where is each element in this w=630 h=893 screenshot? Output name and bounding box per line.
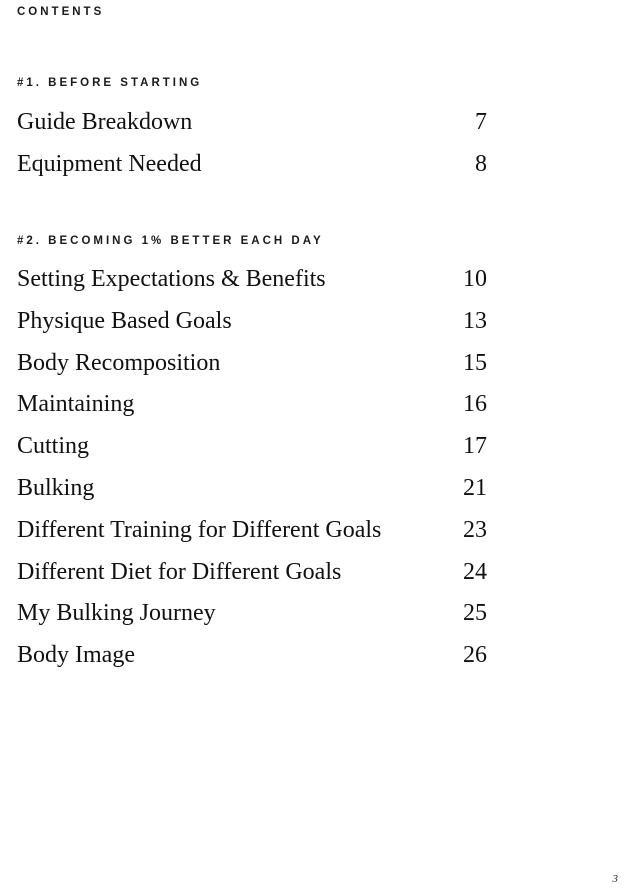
section-heading-before-starting: #1. BEFORE STARTING [17, 77, 203, 89]
toc-entry-title: Equipment Needed [17, 150, 202, 177]
toc-entry[interactable] [17, 642, 487, 684]
toc-entry-title: Body Image [17, 642, 135, 669]
toc-entry-title: Physique Based Goals [17, 307, 232, 334]
toc-entry[interactable] [17, 109, 487, 151]
toc-entry[interactable] [17, 266, 487, 308]
toc-entry[interactable] [17, 517, 487, 559]
toc-entry-page: 16 [463, 391, 487, 418]
toc-entry[interactable] [17, 475, 487, 517]
toc-entry-page: 26 [463, 642, 487, 669]
toc-entry-page: 21 [463, 474, 487, 501]
toc-entry-page: 17 [463, 433, 487, 460]
toc-entry[interactable] [17, 433, 487, 475]
toc-entry-title: Different Diet for Different Goals [17, 558, 342, 585]
toc-list-section-1 [17, 109, 487, 193]
toc-entry-title: Cutting [17, 433, 90, 460]
toc-entry-page: 8 [475, 150, 487, 177]
toc-entry-page: 10 [463, 266, 487, 292]
toc-entry[interactable] [17, 151, 487, 193]
toc-entry-page: 7 [475, 109, 487, 135]
section-heading-becoming-better: #2. BECOMING 1% BETTER EACH DAY [17, 235, 324, 247]
page-number: 3 [612, 873, 618, 885]
toc-entry-title: Setting Expectations & Benefits [17, 266, 326, 292]
toc-entry[interactable] [17, 600, 487, 642]
toc-entry[interactable] [17, 391, 487, 433]
contents-heading: CONTENTS [17, 6, 105, 18]
toc-entry-title: Maintaining [17, 391, 135, 418]
toc-entry-page: 23 [463, 516, 487, 543]
toc-entry-title: Body Recomposition [17, 349, 221, 376]
toc-entry-page: 13 [463, 307, 487, 334]
toc-entry-title: Guide Breakdown [17, 109, 193, 135]
toc-entry-title: Different Training for Different Goals [17, 516, 382, 543]
toc-entry[interactable] [17, 559, 487, 601]
toc-entry-title: Bulking [17, 474, 95, 501]
toc-entry-page: 24 [463, 558, 487, 585]
toc-entry-page: 25 [463, 600, 487, 627]
toc-entry-title: My Bulking Journey [17, 600, 216, 627]
toc-list-section-2 [17, 266, 487, 684]
toc-entry[interactable] [17, 350, 487, 392]
toc-entry[interactable] [17, 308, 487, 350]
toc-entry-page: 15 [463, 349, 487, 376]
